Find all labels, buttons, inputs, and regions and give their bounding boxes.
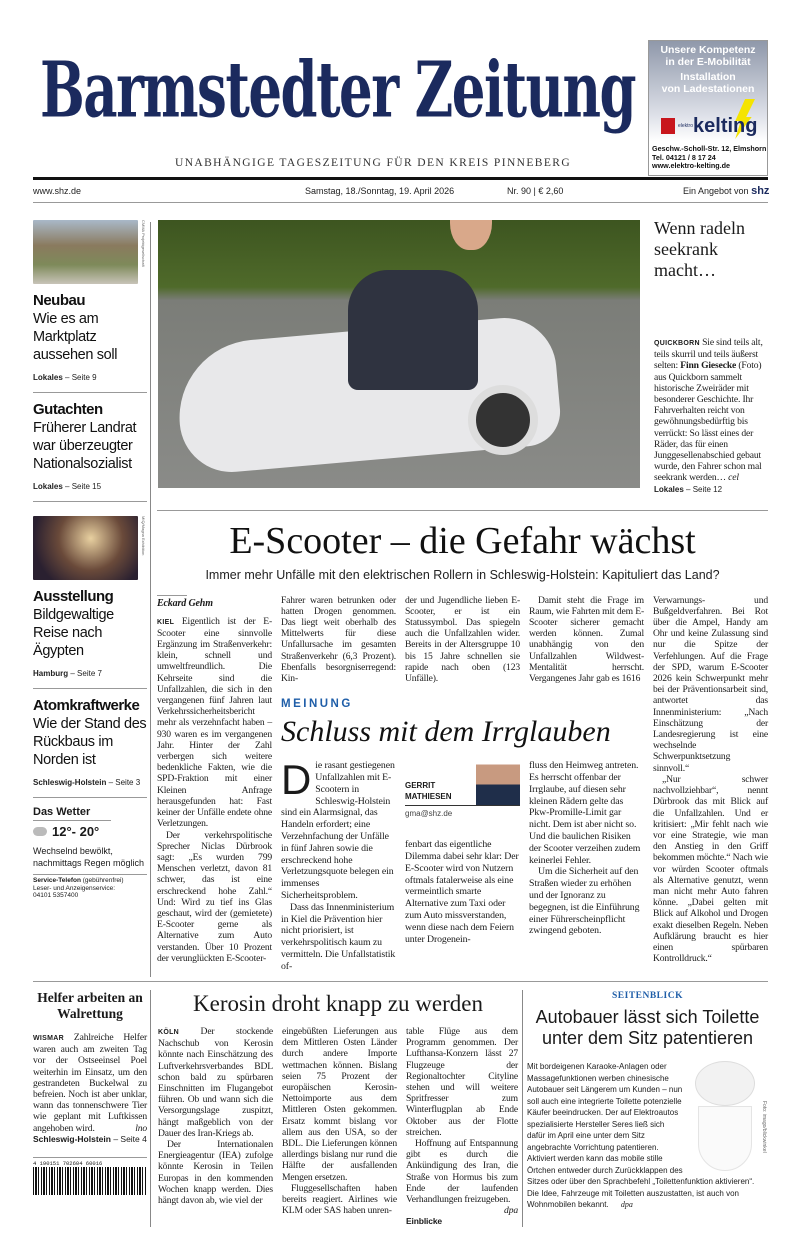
page-ref[interactable]: Einblicke	[406, 1216, 442, 1227]
page-ref	[33, 669, 147, 678]
paragraph: Fluggesellschaften haben bereits reagiert. Airlines wie KLM oder SAS haben unren-	[282, 1182, 397, 1217]
feature-title: Wenn radeln seekrank macht…	[654, 218, 746, 280]
lead-col-5	[653, 595, 768, 965]
sidebar	[33, 220, 147, 900]
teaser-kicker: Neubau	[33, 292, 86, 309]
whale-headline: Helfer arbeiten an Walrettung	[37, 990, 143, 1021]
lead-subhead: Immer mehr Unfälle mit den elektrischen Rollern in Schleswig-Holstein: Kapituliert das Land?	[205, 567, 720, 582]
publisher-brand: shz	[751, 185, 770, 197]
ref-page: – Seite 12	[686, 484, 723, 494]
ref-page: – Seite 4	[113, 1133, 147, 1144]
paragraph	[406, 1138, 518, 1217]
paragraph: table Flüge aus dem Programm genommen. Der Lufthansa-Konzern lässt 27 Flugzeuge der Regionaltochter Cityline stehen und will weitere Spritfresser zum Winterflugplan ab Ende Oktober aus der Flotte streichen.	[406, 1026, 518, 1138]
divider	[33, 688, 147, 689]
divider	[33, 797, 147, 798]
column-rule	[150, 222, 151, 977]
service-note: (gebührenfrei)	[82, 877, 124, 884]
toilet-photo	[690, 1061, 760, 1171]
byline-rule	[157, 595, 187, 596]
main-content	[157, 218, 768, 973]
column-rule	[150, 990, 151, 1227]
info-rule	[33, 202, 768, 203]
paragraph	[157, 616, 272, 830]
author-first: GERRIT	[405, 781, 436, 791]
kerosin-article	[158, 990, 518, 1227]
author-last: MATHIESEN	[405, 792, 452, 802]
column-rule	[522, 990, 523, 1227]
masthead-rule	[33, 177, 768, 180]
paragraph: Verwarnungs- und Bußgeldverfahren. Bei Rot über die Ampel, Handy am Ohr und keine Zulassung sind nur die Spitze der Verfehlungen. Auf die Frage der SPD, warum E-Scooter 2026 kein Schwerpunkt mehr bei der Präventionsarbeit sind, antwortet das Innenministerium: „Nach Einschätzung der Landesregierung ist eine wechselnde Schwerpunktsetzung sinnvoll.“	[653, 594, 768, 774]
dateline: KIEL	[157, 618, 175, 626]
service-info	[33, 874, 147, 900]
ad-logo	[661, 115, 757, 137]
whale-text	[33, 1032, 147, 1134]
person-shape	[348, 270, 478, 390]
photo-credit: CMMA Projektgesellschaft	[141, 220, 146, 267]
teaser-text: Früherer Landrat war überzeugter Nationalsozialist	[33, 420, 137, 472]
author-tag: dpa	[504, 1205, 518, 1217]
ad-line: in der E-Mobilität	[665, 56, 751, 68]
seitenblick-article[interactable]	[527, 990, 768, 1227]
kerosin-col-1	[158, 1026, 273, 1206]
tagline: UNABHÄNGIGE TAGESZEITUNG FÜR DEN KREIS PINNEBERG	[175, 157, 572, 169]
photo-credit: Foto: imago/blickwinkel	[761, 1101, 767, 1153]
weather	[33, 806, 147, 869]
teaser[interactable]	[33, 220, 147, 382]
divider	[33, 501, 147, 502]
photo-credit: MIQ/Magna Exhibition	[141, 516, 146, 556]
website-link[interactable]: www.shz.de	[33, 186, 82, 196]
page-ref	[654, 485, 769, 494]
whale-article[interactable]	[33, 990, 147, 1227]
ref-page: – Seite 3	[108, 778, 141, 787]
ad-address	[652, 145, 766, 171]
paragraph: Dass das Innenministerium in Kiel die Prävention hier nicht priorisiert, ist verkehrspolitisch kaum zu vermitteln. Die Unfallstatistik of-	[281, 901, 396, 972]
opinion-col-3	[529, 760, 644, 937]
teaser[interactable]	[33, 401, 147, 491]
ad-phone: Tel. 04121 / 8 17 24	[652, 152, 716, 162]
opinion-col-2: fenbart das eigentliche Dilemma dabei sehr klar: Der E-Scooter wird von Nutzern oftmals fatalerweise als eine vermeintlich smarte Alternative zum Taxi oder zum Auto missverstanden, wenn diese nach dem Feiern unter Drogenein-	[405, 839, 519, 945]
paragraph	[158, 1026, 273, 1139]
lead-headline[interactable]: E-Scooter – die Gefahr wächst	[229, 519, 696, 562]
ref-section: Hamburg	[33, 669, 69, 678]
dateline: KÖLN	[158, 1029, 180, 1036]
middle-columns	[281, 595, 644, 973]
ad-line: Unsere Kompetenz	[660, 44, 756, 56]
wheel-shape	[468, 385, 538, 455]
author-tag: lno	[135, 1122, 147, 1134]
publisher	[683, 185, 769, 197]
seitenblick-label: SEITENBLICK	[612, 991, 683, 1001]
advertisement[interactable]	[648, 40, 768, 176]
paragraph-text: Der stockende Nachschub von Kerosin könnte nach Einschätzung des Luftverkehrsverbandes BDL schon bald zu spürbaren Einschnitten im Flugangebot führen. Ob und wann sich die Versorgungslage zuspitzt, hängt maßgeblich von der Dauer des Iran-Kriegs ab.	[158, 1026, 273, 1139]
ref-section: Schleswig-Holstein	[33, 1133, 111, 1144]
paragraph	[281, 756, 396, 902]
paragraph: fluss den Heimweg antreten. Es herrscht offenbar der Irrglaube, auf diesen sehr kleinen Rädern gelte das Pkw-Promille-Limit gar nicht. Dem ist aber nicht so. Und die baulichen Risiken der Scooter verzeihen zudem keinerlei Fehler.	[529, 760, 641, 866]
byline: Eckard Gehm	[157, 597, 213, 609]
teaser-kicker: Gutachten	[33, 401, 103, 418]
person-head	[450, 220, 492, 250]
paragraph: Der verkehrspolitische Sprecher Niclas Dürbrook sagt: „Es wurden 799 Menschen verletzt, davon 81 schwer, das ist eine erschreckend hohe Zahl.“ Und: Wird zu tief ins Glas geschaut, wird der (gemietete) E-Scooter gerne als Alternative zum Auto verstanden. Über 10 Prozent der verunglückten E-Scooter-	[157, 829, 272, 964]
paragraph-text: Mit bordeigenen Karaoke-Anlagen oder Massagefunktionen werben chinesische Autobauer seit Längerem um Kunden – nun soll auch eine integrierte Toilette potenzielle Käufer beeindrucken. Der auf Elektroautos spezialisierte Hersteller Seres ließ sich dafür im April eine unter dem Sitz angebrachte Vorrichtung patentieren. Aktiviert werden kann das mobile stille Örtchen entweder durch Zurückklappen des Sitzes oder über den Sprachbefehl „Toilettenfunktion aktivieren“. Die Idee, Fahrzeuge mit Toiletten auszustatten, ist auch von Wohnmobilen bekannt.	[527, 1062, 755, 1209]
kerosin-col-2	[282, 1026, 397, 1216]
paragraph-text: Eigentlich ist der E-Scooter eine sinnvolle Ergänzung im Straßenverkehr: klein, schnell und umweltfreundlich. Die Kehrseite sind die Unfallzahlen, die sich in den vergangenen fünf Jahren laut Verkehrssicherheitsbericht mehr als verzehnfacht haben – 930 waren es im vergangenen Jahr. Hinter der Zahl verbergen sich weitere bedenkliche Fakten, wie die SPD-Fraktion mit einer Kleinen Anfrage herausgefunden hat: Fast keiner der Unfälle endete ohne Verletzungen.	[157, 615, 272, 830]
ad-street: Geschw.-Scholl-Str. 12, Elmshorn	[652, 144, 767, 153]
kerosin-col-3	[406, 1026, 518, 1227]
opinion-author	[405, 760, 520, 819]
dropcap: D	[281, 756, 312, 804]
teaser-kicker: Atomkraftwerke	[33, 697, 140, 714]
issue-number: Nr. 90 | € 2,60	[507, 186, 564, 196]
ref-page: – Seite 7	[70, 669, 102, 678]
seitenblick-headline: Autobauer lässt sich Toilette unter dem Sitz patentieren	[535, 1007, 760, 1048]
weather-title: Das Wetter	[33, 806, 111, 821]
lower-section	[33, 981, 768, 1227]
barcode	[33, 1167, 147, 1195]
paragraph: „Nur schwer nachvollziehbar“, nennt Dürbrook das mit Blick auf die Unfallzahlen. Und er kritisiert: „Mir fehlt nach wie vor eine Strategie, wie man den Anstieg in den Griff bekommen möchte.“ Nach wie vor würden Scooter oftmals als Alternative genutzt, wenn man nicht mehr Auto fahren könne. „Dabei gelten mit Blick auf Alkohol und Drogen exakt dieselben Regeln. Neben Aufklärung braucht es hier einen spürbaren Kontrolldruck.“	[653, 773, 768, 965]
paragraph-text: Hoffnung auf Entspannung gibt es durch die Ankündigung des Iran, die Straße von Hormus bis zum Ende der laufenden Verhandlungen freizugeben.	[406, 1138, 518, 1206]
paragraph: Der Internationalen Energieagentur (IEA) zufolge könnte Kerosin in Teilen Europas in den kommenden Wochen knapp werden. Dies hängt davon ab, wie viel der	[158, 1139, 273, 1207]
masthead-logo: Barmstedter Zeitung	[40, 43, 636, 136]
opinion-col-1	[281, 756, 396, 972]
teaser[interactable]	[33, 697, 147, 787]
ad-line: von Ladestationen	[661, 83, 755, 95]
ad-line: Installation	[680, 71, 736, 83]
lead-col-1	[157, 595, 272, 964]
dateline: WISMAR	[33, 1035, 64, 1042]
publisher-label: Ein Angebot von	[683, 186, 749, 196]
page-ref	[33, 778, 147, 787]
ad-brand: kelting	[693, 115, 758, 137]
ref-section: Lokales	[33, 482, 63, 491]
teaser-kicker: Ausstellung	[33, 588, 114, 605]
kerosin-headline[interactable]: Kerosin droht knapp zu werden	[193, 991, 483, 1016]
paragraph: eingebüßten Lieferungen aus dem Mittleren Osten Länder durch andere Importe wettmachen können. Bislang seien 75 Prozent der europäischen Kerosin-Nettoimporte aus dem Mittleren Osten gekommen. Ersatz kommt bislang vor allem aus den USA, so der BDL. Die Lieferungen können allerdings bislang nur rund die Hälfte der ausfallenden Mengen ersetzen.	[282, 1026, 397, 1183]
opinion-middle	[405, 760, 520, 945]
lead-col-4: Damit steht die Frage im Raum, wie Fahrten mit dem E-Scooter sicherer gemacht werden können. Zumal unabhängig von den Unfallzahlen Wildwest-Mentalität herrscht. Vergangenes Jahr gab es 1616	[529, 594, 644, 685]
ad-web: www.elektro-kelting.de	[652, 161, 731, 170]
ref-section: Lokales	[654, 484, 684, 494]
dateline: QUICKBORN	[654, 340, 700, 347]
author-tag: cel	[728, 472, 739, 484]
lead-col-3: der und Jugendliche lieben E-Scooter, er ist ein Statussymbol. Das spiegeln auch die Unfallzahlen wider. Bereits in der Altersgruppe 10 bis 15 Jahre schnellen sie rapide nach oben (123 Unfälle).	[405, 594, 520, 685]
lead-photo	[158, 220, 640, 488]
weather-text: Wechselnd bewölkt, nachmittags Regen möglich	[33, 846, 145, 868]
lead-col-2: Fahrer waren betrunken oder hatten Drogen genommen. Das liegt weit oberhalb des Mittelwerts für diese Unfallursache im gesamten Straßenverkehr (6,3 Prozent). Ebenfalls besorgniserregend: Kin-	[281, 594, 396, 685]
issue-date: Samstag, 18./Sonntag, 19. April 2026	[305, 186, 455, 196]
ref-page: – Seite 9	[65, 373, 97, 382]
author-photo	[476, 760, 520, 805]
service-phone: 04101 5357400	[33, 892, 79, 899]
opinion-headline[interactable]: Schluss mit dem Irrglauben	[281, 715, 611, 749]
opinion-label: MEINUNG	[281, 698, 353, 711]
divider	[33, 392, 147, 393]
teaser-image	[33, 516, 138, 580]
ref-page: – Seite 15	[65, 482, 102, 491]
cloud-rain-icon	[33, 827, 47, 836]
weather-temp: 12°- 20°	[52, 824, 100, 839]
feature-text-b: (Foto) aus Quickborn sammelt historische Zweiräder mit besonderer Geschichte. Ihr Fahrverhalten reicht von gewöhnungsbedürftig bis verrückt: So lässt eines der Räder, das für einen Junggesellenabschied gebaut wurde, den Fahrer schon mal seekrank werden…	[654, 360, 762, 484]
page-ref	[33, 373, 147, 382]
logo-mark-icon	[661, 118, 675, 134]
page-ref	[33, 1134, 147, 1145]
author-tag: dpa	[620, 1200, 633, 1209]
photo-credit-wrap	[760, 1061, 768, 1171]
ad-brand-small: elektro	[678, 123, 694, 129]
feature-text	[654, 337, 769, 484]
teaser-text: Wie der Stand des Rückbaus im Norden ist	[33, 716, 147, 768]
divider	[157, 510, 768, 511]
page-ref	[33, 482, 147, 491]
barcode-number: 4 190151 702604 60016	[33, 1157, 147, 1167]
paragraph: Um die Sicherheit auf den Straßen wieder zu erhöhen und der Ignoranz zu begegnen, ist die Einführung einer Führerscheinpflicht zwingend geboten.	[529, 866, 640, 937]
teaser-image	[33, 220, 138, 284]
teaser-text: Wie es am Marktplatz aussehen soll	[33, 311, 118, 363]
feature-article[interactable]	[654, 218, 769, 494]
author-email[interactable]: gma@shz.de	[405, 809, 453, 819]
teaser[interactable]	[33, 516, 147, 678]
feature-name: Finn Giesecke	[680, 360, 737, 372]
ref-section: Schleswig-Holstein	[33, 778, 107, 787]
ref-section: Lokales	[33, 373, 63, 382]
paragraph-text: Zahlreiche Helfer waren auch am zweiten Tag vor der Ostseeinsel Poel weiterhin im Einsatz, um den gestrandeten Buckelwal zu befreien. Noch ist aber unklar, wann das tonnenschwere Tier wie geplant mit Luftkissen angehoben wird.	[33, 1032, 147, 1134]
teaser-text: Bildgewaltige Reise nach Ägypten	[33, 607, 114, 659]
service-line: Leser- und Anzeigenservice:	[33, 884, 116, 892]
service-label: Service-Telefon	[33, 877, 81, 884]
feature-text-a: Sie sind teils alt, teils skurril und teils äußerst selten:	[654, 337, 763, 372]
paragraph-text: ie rasant gestiegenen Unfallzahlen mit E-Scootern in Schleswig-Holstein sind ein Alarmsignal, das Handeln erfordert; eine Verzehnfachung der Unfälle in fünf Jahren sowie die erschreckend hohe Verletzungsquote belegen ein immenses Sicherheitsproblem.	[281, 760, 395, 902]
